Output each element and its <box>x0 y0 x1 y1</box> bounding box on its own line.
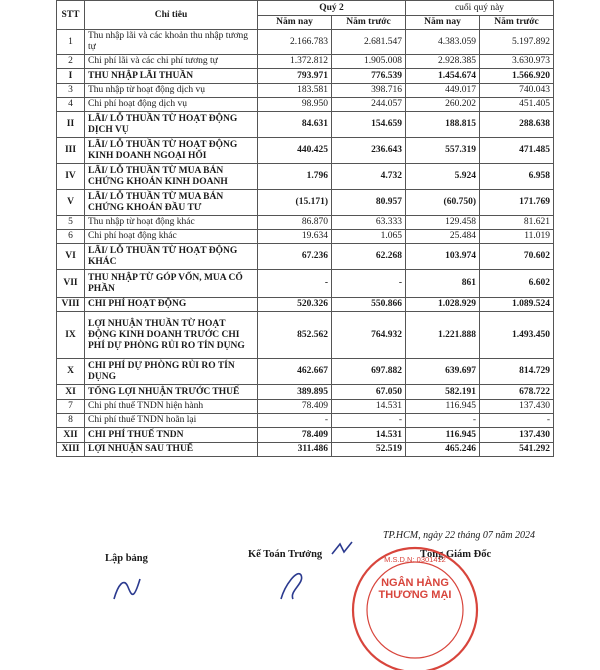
row-quarter-this-year: - <box>258 270 332 298</box>
income-statement-table <box>56 0 554 457</box>
row-stt: XII <box>57 428 85 443</box>
row-quarter-this-year: 520.326 <box>258 298 332 312</box>
row-cum-this-year: 639.697 <box>406 359 480 385</box>
row-cum-this-year: (60.750) <box>406 190 480 216</box>
row-cum-this-year: 129.458 <box>406 216 480 230</box>
row-cum-this-year: 2.928.385 <box>406 55 480 69</box>
row-cum-last-year: 137.430 <box>480 400 554 414</box>
row-stt: 5 <box>57 216 85 230</box>
header-cum-this-year: Năm nay <box>406 16 480 30</box>
row-chi-tieu: Thu nhập từ hoạt động khác <box>85 216 258 230</box>
row-chi-tieu: CHI PHÍ HOẠT ĐỘNG <box>85 298 258 312</box>
row-cum-this-year: 25.484 <box>406 230 480 244</box>
row-chi-tieu: LỢI NHUẬN THUẦN TỪ HOẠT ĐỘNG KINH DOANH TRƯỚC CHI PHÍ DỰ PHÒNG RỦI RO TÍN DỤNG <box>85 312 258 359</box>
table-row <box>57 164 554 190</box>
table-row <box>57 138 554 164</box>
table-body <box>57 30 554 457</box>
seal-text-line1: NGÂN HÀNG <box>381 577 449 589</box>
row-stt: 2 <box>57 55 85 69</box>
row-stt: V <box>57 190 85 216</box>
row-quarter-last-year: 154.659 <box>332 112 406 138</box>
table-row <box>57 112 554 138</box>
row-quarter-last-year: 1.065 <box>332 230 406 244</box>
row-quarter-this-year: - <box>258 414 332 428</box>
row-cum-last-year: 81.621 <box>480 216 554 230</box>
row-chi-tieu: Chi phí hoạt động dịch vụ <box>85 98 258 112</box>
row-quarter-this-year: 98.950 <box>258 98 332 112</box>
table-row <box>57 428 554 443</box>
row-chi-tieu: Thu nhập từ hoạt động dịch vụ <box>85 84 258 98</box>
row-cum-last-year: 541.292 <box>480 443 554 457</box>
row-quarter-last-year: 1.905.008 <box>332 55 406 69</box>
row-quarter-this-year: 440.425 <box>258 138 332 164</box>
table-row <box>57 400 554 414</box>
table-row <box>57 98 554 112</box>
signature-lap-bang <box>110 575 150 600</box>
row-chi-tieu: Chi phí thuế TNDN hoãn lại <box>85 414 258 428</box>
row-cum-this-year: 4.383.059 <box>406 30 480 55</box>
row-chi-tieu: LÃI/ LỖ THUẦN TỪ MUA BÁN CHỨNG KHOÁN ĐẦU TƯ <box>85 190 258 216</box>
row-quarter-last-year: 776.539 <box>332 69 406 84</box>
row-quarter-this-year: 67.236 <box>258 244 332 270</box>
row-cum-last-year: 1.089.524 <box>480 298 554 312</box>
row-quarter-last-year: 52.519 <box>332 443 406 457</box>
header-quarter: Quý 2 <box>258 1 406 16</box>
table-row <box>57 84 554 98</box>
row-chi-tieu: THU NHẬP TỪ GÓP VỐN, MUA CỔ PHẦN <box>85 270 258 298</box>
table-row <box>57 443 554 457</box>
row-stt: X <box>57 359 85 385</box>
row-quarter-last-year: 236.643 <box>332 138 406 164</box>
row-quarter-last-year: 244.057 <box>332 98 406 112</box>
table-row <box>57 55 554 69</box>
table-row <box>57 385 554 400</box>
row-cum-last-year: 471.485 <box>480 138 554 164</box>
row-quarter-this-year: (15.171) <box>258 190 332 216</box>
row-quarter-last-year: 398.716 <box>332 84 406 98</box>
header-quarter-this-year: Năm nay <box>258 16 332 30</box>
row-cum-this-year: 582.191 <box>406 385 480 400</box>
row-chi-tieu: LÃI/ LỖ THUẦN TỪ HOẠT ĐỘNG DỊCH VỤ <box>85 112 258 138</box>
row-quarter-this-year: 311.486 <box>258 443 332 457</box>
table-row <box>57 190 554 216</box>
row-cum-this-year: 465.246 <box>406 443 480 457</box>
table-row <box>57 298 554 312</box>
row-stt: 7 <box>57 400 85 414</box>
table-row <box>57 30 554 55</box>
row-quarter-last-year: - <box>332 270 406 298</box>
header-chi-tieu: Chỉ tiêu <box>85 1 258 30</box>
table-row <box>57 69 554 84</box>
table-row <box>57 312 554 359</box>
row-cum-last-year: 1.566.920 <box>480 69 554 84</box>
row-chi-tieu: TỔNG LỢI NHUẬN TRƯỚC THUẾ <box>85 385 258 400</box>
row-stt: 4 <box>57 98 85 112</box>
row-quarter-this-year: 84.631 <box>258 112 332 138</box>
row-cum-last-year: 3.630.973 <box>480 55 554 69</box>
row-quarter-last-year: 67.050 <box>332 385 406 400</box>
seal-text-top: M.S.D.N: 0301412 <box>384 555 446 564</box>
row-stt: I <box>57 69 85 84</box>
row-quarter-last-year: - <box>332 414 406 428</box>
row-chi-tieu: LÃI/ LỖ THUẦN TỪ HOẠT ĐỘNG KINH DOANH NGOẠI HỐI <box>85 138 258 164</box>
row-cum-this-year: 260.202 <box>406 98 480 112</box>
row-cum-last-year: 171.769 <box>480 190 554 216</box>
row-quarter-last-year: 14.531 <box>332 400 406 414</box>
row-stt: 1 <box>57 30 85 55</box>
header-stt: STT <box>57 1 85 30</box>
row-cum-this-year: 1.221.888 <box>406 312 480 359</box>
row-chi-tieu: LÃI/ LỖ THUẦN TỪ MUA BÁN CHỨNG KHOÁN KINH DOANH <box>85 164 258 190</box>
row-quarter-this-year: 1.372.812 <box>258 55 332 69</box>
row-stt: XIII <box>57 443 85 457</box>
row-quarter-last-year: 80.957 <box>332 190 406 216</box>
header-cumulative: cuối quý này <box>406 1 554 16</box>
row-cum-last-year: 6.958 <box>480 164 554 190</box>
row-quarter-last-year: 62.268 <box>332 244 406 270</box>
row-quarter-this-year: 462.667 <box>258 359 332 385</box>
row-cum-this-year: 103.974 <box>406 244 480 270</box>
row-stt: IX <box>57 312 85 359</box>
row-cum-this-year: 188.815 <box>406 112 480 138</box>
table-row <box>57 244 554 270</box>
row-chi-tieu: Chi phí hoạt động khác <box>85 230 258 244</box>
row-cum-last-year: 678.722 <box>480 385 554 400</box>
row-quarter-last-year: 550.866 <box>332 298 406 312</box>
row-stt: III <box>57 138 85 164</box>
row-cum-last-year: 6.602 <box>480 270 554 298</box>
row-quarter-this-year: 86.870 <box>258 216 332 230</box>
row-quarter-last-year: 764.932 <box>332 312 406 359</box>
row-quarter-last-year: 697.882 <box>332 359 406 385</box>
row-chi-tieu: CHI PHÍ DỰ PHÒNG RỦI RO TÍN DỤNG <box>85 359 258 385</box>
table-row <box>57 359 554 385</box>
report-date: TP.HCM, ngày 22 tháng 07 năm 2024 <box>383 530 536 541</box>
header-row-periods <box>57 1 554 16</box>
table-row <box>57 230 554 244</box>
row-cum-this-year: 861 <box>406 270 480 298</box>
row-chi-tieu: LỢI NHUẬN SAU THUẾ <box>85 443 258 457</box>
row-stt: VIII <box>57 298 85 312</box>
row-cum-last-year: 814.729 <box>480 359 554 385</box>
seal-text-line2: THƯƠNG MẠI <box>378 589 452 601</box>
row-stt: VII <box>57 270 85 298</box>
row-quarter-this-year: 1.796 <box>258 164 332 190</box>
row-cum-this-year: - <box>406 414 480 428</box>
row-cum-this-year: 116.945 <box>406 428 480 443</box>
row-chi-tieu: Chi phí lãi và các chi phí tương tự <box>85 55 258 69</box>
row-quarter-this-year: 78.409 <box>258 428 332 443</box>
row-cum-last-year: 137.430 <box>480 428 554 443</box>
row-cum-last-year: 451.405 <box>480 98 554 112</box>
row-quarter-last-year: 4.732 <box>332 164 406 190</box>
row-stt: VI <box>57 244 85 270</box>
row-stt: 3 <box>57 84 85 98</box>
row-quarter-last-year: 2.681.547 <box>332 30 406 55</box>
row-chi-tieu: Chi phí thuế TNDN hiện hành <box>85 400 258 414</box>
table-row <box>57 414 554 428</box>
row-quarter-this-year: 389.895 <box>258 385 332 400</box>
row-chi-tieu: Thu nhập lãi và các khoản thu nhập tương tự <box>85 30 258 55</box>
signature-label-lap-bang: Lập bảng <box>105 553 148 564</box>
row-stt: XI <box>57 385 85 400</box>
row-quarter-this-year: 78.409 <box>258 400 332 414</box>
row-cum-this-year: 5.924 <box>406 164 480 190</box>
row-cum-this-year: 449.017 <box>406 84 480 98</box>
header-cum-last-year: Năm trước <box>480 16 554 30</box>
row-stt: II <box>57 112 85 138</box>
row-cum-this-year: 116.945 <box>406 400 480 414</box>
row-quarter-this-year: 793.971 <box>258 69 332 84</box>
row-quarter-this-year: 19.634 <box>258 230 332 244</box>
row-quarter-this-year: 183.581 <box>258 84 332 98</box>
company-seal <box>340 540 490 670</box>
signature-label-ke-toan-truong: Kế Toán Trưởng <box>248 549 323 560</box>
row-quarter-this-year: 2.166.783 <box>258 30 332 55</box>
row-quarter-last-year: 14.531 <box>332 428 406 443</box>
row-stt: 8 <box>57 414 85 428</box>
row-stt: IV <box>57 164 85 190</box>
row-cum-last-year: 11.019 <box>480 230 554 244</box>
row-cum-this-year: 1.028.929 <box>406 298 480 312</box>
row-cum-last-year: 1.493.450 <box>480 312 554 359</box>
row-quarter-last-year: 63.333 <box>332 216 406 230</box>
header-quarter-last-year: Năm trước <box>332 16 406 30</box>
row-chi-tieu: LÃI/ LỖ THUẦN TỪ HOẠT ĐỘNG KHÁC <box>85 244 258 270</box>
row-cum-last-year: 740.043 <box>480 84 554 98</box>
table-row <box>57 270 554 298</box>
table-row <box>57 216 554 230</box>
row-cum-last-year: 70.602 <box>480 244 554 270</box>
row-cum-this-year: 1.454.674 <box>406 69 480 84</box>
row-quarter-this-year: 852.562 <box>258 312 332 359</box>
row-chi-tieu: THU NHẬP LÃI THUẦN <box>85 69 258 84</box>
row-stt: 6 <box>57 230 85 244</box>
row-cum-last-year: - <box>480 414 554 428</box>
row-cum-last-year: 288.638 <box>480 112 554 138</box>
row-cum-last-year: 5.197.892 <box>480 30 554 55</box>
signature-ke-toan-truong <box>275 565 315 600</box>
row-cum-this-year: 557.319 <box>406 138 480 164</box>
signature-label-tong-giam-doc: Tổng Giám Đốc <box>420 549 492 560</box>
row-chi-tieu: CHI PHÍ THUẾ TNDN <box>85 428 258 443</box>
